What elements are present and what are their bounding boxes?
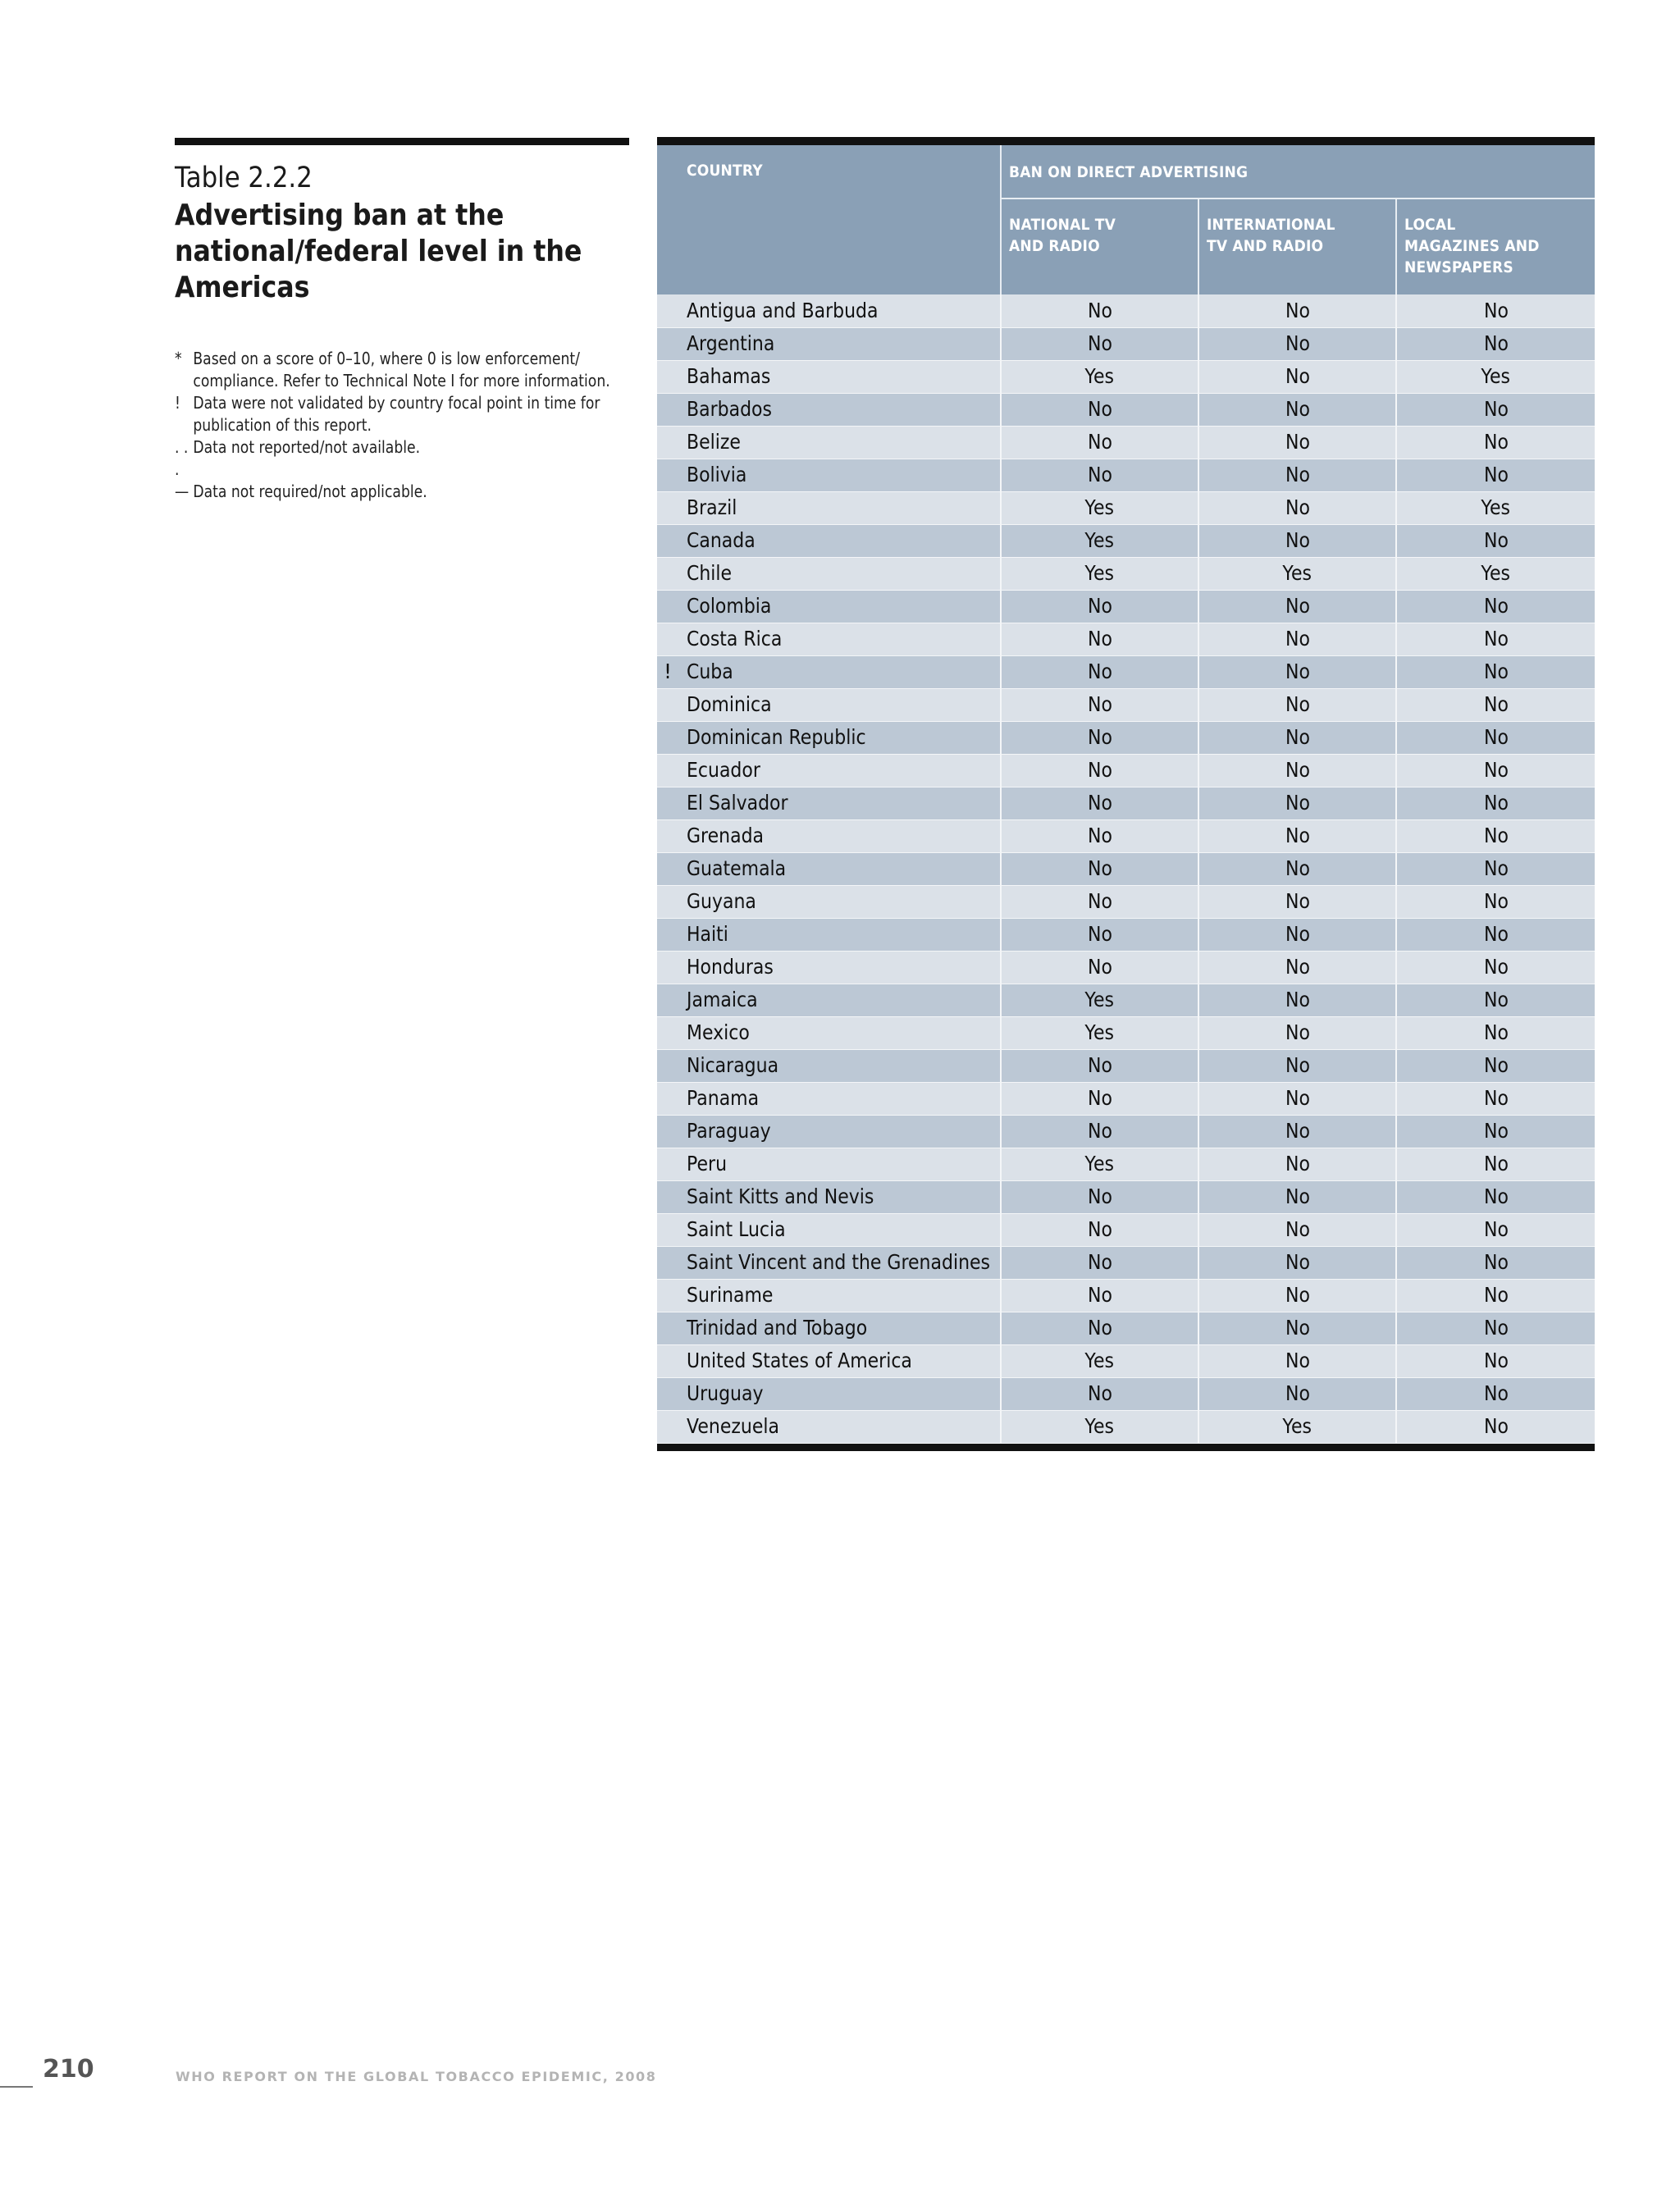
international-tv-radio-cell: No	[1198, 623, 1396, 655]
international-tv-radio-cell: No	[1198, 426, 1396, 459]
international-tv-radio-cell: No	[1198, 951, 1396, 984]
international-tv-radio-cell: No	[1198, 360, 1396, 393]
local-magazines-newspapers-cell: No	[1396, 1082, 1595, 1115]
local-magazines-newspapers-cell: Yes	[1396, 491, 1595, 524]
country-cell	[657, 721, 1001, 754]
national-tv-radio-cell: No	[1001, 1377, 1198, 1410]
national-tv-radio-cell: No	[1001, 951, 1198, 984]
note-item	[175, 392, 626, 436]
international-tv-radio-cell: No	[1198, 294, 1396, 327]
country-cell	[657, 1082, 1001, 1115]
country-name: Cuba	[687, 660, 733, 683]
national-tv-radio-cell: No	[1001, 1180, 1198, 1213]
country-name: Guatemala	[687, 856, 787, 880]
national-tv-radio-cell: No	[1001, 852, 1198, 885]
local-magazines-newspapers-cell: No	[1396, 787, 1595, 819]
country-cell	[657, 787, 1001, 819]
table-row	[657, 1016, 1595, 1049]
country-name: Saint Kitts and Nevis	[687, 1185, 874, 1208]
table-row	[657, 787, 1595, 819]
table-row	[657, 1246, 1595, 1279]
local-magazines-newspapers-cell: No	[1396, 623, 1595, 655]
national-tv-radio-cell: No	[1001, 721, 1198, 754]
country-cell	[657, 984, 1001, 1016]
international-tv-radio-cell: No	[1198, 655, 1396, 688]
country-name: Belize	[687, 430, 741, 454]
local-magazines-newspapers-cell: No	[1396, 459, 1595, 491]
country-name: Guyana	[687, 889, 756, 913]
local-magazines-newspapers-cell: No	[1396, 1344, 1595, 1377]
international-tv-radio-cell: No	[1198, 1016, 1396, 1049]
local-magazines-newspapers-cell: No	[1396, 524, 1595, 557]
country-name: Nicaragua	[687, 1053, 779, 1077]
table-title: Advertising ban at the national/federal level in the Americas	[175, 199, 582, 304]
national-tv-radio-cell: No	[1001, 459, 1198, 491]
local-magazines-newspapers-cell: No	[1396, 393, 1595, 426]
local-magazines-newspapers-cell: No	[1396, 1410, 1595, 1443]
local-magazines-newspapers-cell: Yes	[1396, 557, 1595, 590]
national-tv-radio-cell: Yes	[1001, 524, 1198, 557]
table-row	[657, 1410, 1595, 1443]
international-tv-radio-cell: No	[1198, 852, 1396, 885]
country-cell	[657, 459, 1001, 491]
table-row	[657, 852, 1595, 885]
international-tv-radio-cell: No	[1198, 754, 1396, 787]
national-tv-radio-cell: No	[1001, 885, 1198, 918]
country-cell	[657, 1180, 1001, 1213]
table-label: Table 2.2.2	[175, 162, 313, 194]
international-tv-radio-cell: No	[1198, 918, 1396, 951]
international-tv-radio-cell: No	[1198, 1377, 1396, 1410]
local-magazines-newspapers-cell: Yes	[1396, 360, 1595, 393]
national-tv-radio-cell: No	[1001, 1312, 1198, 1344]
country-name: Grenada	[687, 824, 765, 847]
national-tv-radio-cell: No	[1001, 590, 1198, 623]
country-cell	[657, 819, 1001, 852]
table-row	[657, 1148, 1595, 1180]
country-name: Peru	[687, 1152, 728, 1175]
country-name: Dominican Republic	[687, 725, 866, 749]
international-tv-radio-cell: Yes	[1198, 1410, 1396, 1443]
national-tv-radio-cell: No	[1001, 655, 1198, 688]
international-tv-radio-cell: No	[1198, 524, 1396, 557]
table-row	[657, 557, 1595, 590]
note-mark: —	[175, 482, 189, 501]
local-magazines-newspapers-cell: No	[1396, 1279, 1595, 1312]
country-cell	[657, 885, 1001, 918]
table-row	[657, 1049, 1595, 1082]
country-cell	[657, 951, 1001, 984]
header-international-tv-radio: INTERNATIONAL TV AND RADIO	[1198, 199, 1396, 294]
national-tv-radio-cell: No	[1001, 1246, 1198, 1279]
country-name: Venezuela	[687, 1414, 779, 1438]
local-magazines-newspapers-cell: No	[1396, 918, 1595, 951]
national-tv-radio-cell: No	[1001, 918, 1198, 951]
note-mark: . . .	[175, 437, 189, 479]
international-tv-radio-cell: No	[1198, 1180, 1396, 1213]
national-tv-radio-cell: No	[1001, 623, 1198, 655]
international-tv-radio-cell: No	[1198, 1148, 1396, 1180]
footer-rule	[0, 2086, 33, 2088]
country-cell	[657, 590, 1001, 623]
local-magazines-newspapers-cell: No	[1396, 1312, 1595, 1344]
local-magazines-newspapers-cell: No	[1396, 426, 1595, 459]
country-cell	[657, 524, 1001, 557]
national-tv-radio-cell: Yes	[1001, 360, 1198, 393]
country-cell	[657, 491, 1001, 524]
international-tv-radio-cell: No	[1198, 885, 1396, 918]
country-name: Colombia	[687, 594, 772, 618]
international-tv-radio-cell: Yes	[1198, 557, 1396, 590]
table-row	[657, 688, 1595, 721]
local-magazines-newspapers-cell: No	[1396, 754, 1595, 787]
national-tv-radio-cell: Yes	[1001, 1410, 1198, 1443]
country-cell	[657, 1344, 1001, 1377]
country-name: Honduras	[687, 955, 774, 979]
advertising-ban-table	[657, 137, 1595, 1451]
national-tv-radio-cell: No	[1001, 1049, 1198, 1082]
international-tv-radio-cell: No	[1198, 327, 1396, 360]
local-magazines-newspapers-cell: No	[1396, 1148, 1595, 1180]
country-cell	[657, 1016, 1001, 1049]
table-row	[657, 754, 1595, 787]
international-tv-radio-cell: No	[1198, 984, 1396, 1016]
country-name: Dominica	[687, 692, 772, 716]
note-item	[175, 436, 626, 481]
country-cell	[657, 1246, 1001, 1279]
country-name: Argentina	[687, 331, 775, 355]
table-row	[657, 459, 1595, 491]
national-tv-radio-cell: Yes	[1001, 557, 1198, 590]
country-name: Uruguay	[687, 1381, 764, 1405]
international-tv-radio-cell: No	[1198, 1312, 1396, 1344]
international-tv-radio-cell: No	[1198, 1279, 1396, 1312]
national-tv-radio-cell: No	[1001, 688, 1198, 721]
international-tv-radio-cell: No	[1198, 459, 1396, 491]
note-item	[175, 348, 626, 392]
table-row	[657, 327, 1595, 360]
country-name: Costa Rica	[687, 627, 783, 650]
country-name: Canada	[687, 528, 756, 552]
national-tv-radio-cell: No	[1001, 754, 1198, 787]
note-mark: *	[175, 349, 182, 368]
country-name: Saint Vincent and the Grenadines	[687, 1250, 991, 1274]
international-tv-radio-cell: No	[1198, 819, 1396, 852]
country-cell	[657, 754, 1001, 787]
local-magazines-newspapers-cell: No	[1396, 819, 1595, 852]
table-row	[657, 1082, 1595, 1115]
running-title: WHO REPORT ON THE GLOBAL TOBACCO EPIDEMIC, 2008	[176, 2069, 657, 2084]
national-tv-radio-cell: No	[1001, 787, 1198, 819]
country-name: Ecuador	[687, 758, 760, 782]
country-name: Bahamas	[687, 364, 771, 388]
country-cell	[657, 655, 1001, 688]
country-name: Jamaica	[687, 988, 758, 1011]
local-magazines-newspapers-cell: No	[1396, 327, 1595, 360]
national-tv-radio-cell: No	[1001, 819, 1198, 852]
national-tv-radio-cell: No	[1001, 1279, 1198, 1312]
table-row	[657, 984, 1595, 1016]
national-tv-radio-cell: No	[1001, 1082, 1198, 1115]
country-name: United States of America	[687, 1349, 912, 1372]
national-tv-radio-cell: No	[1001, 393, 1198, 426]
country-name: Antigua and Barbuda	[687, 298, 879, 322]
not-validated-flag: !	[664, 659, 673, 683]
country-cell	[657, 360, 1001, 393]
country-name: Brazil	[687, 495, 737, 519]
international-tv-radio-cell: No	[1198, 393, 1396, 426]
local-magazines-newspapers-cell: No	[1396, 721, 1595, 754]
international-tv-radio-cell: No	[1198, 590, 1396, 623]
national-tv-radio-cell: Yes	[1001, 491, 1198, 524]
local-magazines-newspapers-cell: No	[1396, 655, 1595, 688]
note-text: Data not required/not applicable.	[193, 482, 427, 501]
table-row	[657, 1279, 1595, 1312]
country-name: Chile	[687, 561, 733, 585]
country-cell	[657, 623, 1001, 655]
table-row	[657, 918, 1595, 951]
table-row	[657, 491, 1595, 524]
national-tv-radio-cell: No	[1001, 1115, 1198, 1148]
country-name: Panama	[687, 1086, 760, 1110]
note-text: Based on a score of 0–10, where 0 is low enforcement/ compliance. Refer to Technical Note I for more information.	[193, 349, 610, 390]
international-tv-radio-cell: No	[1198, 787, 1396, 819]
country-cell	[657, 426, 1001, 459]
table-row	[657, 524, 1595, 557]
table-row	[657, 1312, 1595, 1344]
note-item	[175, 481, 626, 503]
local-magazines-newspapers-cell: No	[1396, 294, 1595, 327]
national-tv-radio-cell: Yes	[1001, 1344, 1198, 1377]
international-tv-radio-cell: No	[1198, 1344, 1396, 1377]
table-row	[657, 951, 1595, 984]
country-cell	[657, 852, 1001, 885]
note-text: Data not reported/not available.	[193, 437, 421, 457]
local-magazines-newspapers-cell: No	[1396, 1016, 1595, 1049]
local-magazines-newspapers-cell: No	[1396, 590, 1595, 623]
national-tv-radio-cell: Yes	[1001, 1016, 1198, 1049]
local-magazines-newspapers-cell: No	[1396, 951, 1595, 984]
country-cell	[657, 688, 1001, 721]
title-block	[175, 138, 629, 306]
table-row	[657, 819, 1595, 852]
local-magazines-newspapers-cell: No	[1396, 885, 1595, 918]
international-tv-radio-cell: No	[1198, 1213, 1396, 1246]
country-cell	[657, 1049, 1001, 1082]
country-cell	[657, 1279, 1001, 1312]
country-name: Paraguay	[687, 1119, 771, 1143]
note-text: Data were not validated by country focal point in time for publication of this report.	[193, 393, 600, 435]
local-magazines-newspapers-cell: No	[1396, 1180, 1595, 1213]
national-tv-radio-cell: Yes	[1001, 1148, 1198, 1180]
local-magazines-newspapers-cell: No	[1396, 984, 1595, 1016]
table-header	[657, 145, 1595, 294]
national-tv-radio-cell: No	[1001, 1213, 1198, 1246]
country-cell	[657, 918, 1001, 951]
country-cell	[657, 1312, 1001, 1344]
country-name: Saint Lucia	[687, 1217, 786, 1241]
country-cell	[657, 294, 1001, 327]
table-row	[657, 623, 1595, 655]
national-tv-radio-cell: No	[1001, 426, 1198, 459]
table-row	[657, 721, 1595, 754]
header-local-magazines-newspapers: LOCAL MAGAZINES AND NEWSPAPERS	[1396, 199, 1595, 294]
table-row	[657, 426, 1595, 459]
table-row	[657, 590, 1595, 623]
page-number: 210	[43, 2055, 94, 2084]
international-tv-radio-cell: No	[1198, 491, 1396, 524]
table-row	[657, 1115, 1595, 1148]
local-magazines-newspapers-cell: No	[1396, 1115, 1595, 1148]
table-row	[657, 294, 1595, 327]
local-magazines-newspapers-cell: No	[1396, 688, 1595, 721]
table-row	[657, 1344, 1595, 1377]
country-cell	[657, 1410, 1001, 1443]
international-tv-radio-cell: No	[1198, 688, 1396, 721]
national-tv-radio-cell: No	[1001, 327, 1198, 360]
country-name: Mexico	[687, 1020, 750, 1044]
table-notes	[175, 348, 634, 503]
national-tv-radio-cell: Yes	[1001, 984, 1198, 1016]
international-tv-radio-cell: No	[1198, 1049, 1396, 1082]
table-row	[657, 655, 1595, 688]
local-magazines-newspapers-cell: No	[1396, 1049, 1595, 1082]
country-name: El Salvador	[687, 791, 788, 815]
national-tv-radio-cell: No	[1001, 294, 1198, 327]
country-cell	[657, 1115, 1001, 1148]
local-magazines-newspapers-cell: No	[1396, 852, 1595, 885]
header-country: COUNTRY	[657, 145, 1001, 294]
table-row	[657, 393, 1595, 426]
table-body	[657, 294, 1595, 1443]
country-cell	[657, 1148, 1001, 1180]
country-name: Trinidad and Tobago	[687, 1316, 868, 1340]
table-row	[657, 1377, 1595, 1410]
country-name: Barbados	[687, 397, 772, 421]
table-row	[657, 885, 1595, 918]
country-cell	[657, 1377, 1001, 1410]
table-row	[657, 1180, 1595, 1213]
international-tv-radio-cell: No	[1198, 1082, 1396, 1115]
header-national-tv-radio: NATIONAL TV AND RADIO	[1001, 199, 1198, 294]
data-table	[657, 145, 1595, 1444]
note-mark: !	[175, 393, 180, 413]
country-name: Bolivia	[687, 463, 747, 486]
table-row	[657, 360, 1595, 393]
country-cell	[657, 1213, 1001, 1246]
international-tv-radio-cell: No	[1198, 1246, 1396, 1279]
international-tv-radio-cell: No	[1198, 721, 1396, 754]
country-name: Suriname	[687, 1283, 774, 1307]
country-cell	[657, 393, 1001, 426]
local-magazines-newspapers-cell: No	[1396, 1213, 1595, 1246]
international-tv-radio-cell: No	[1198, 1115, 1396, 1148]
country-name: Haiti	[687, 922, 728, 946]
table-row	[657, 1213, 1595, 1246]
header-ban-group: BAN ON DIRECT ADVERTISING	[1001, 145, 1595, 199]
country-cell	[657, 557, 1001, 590]
country-cell	[657, 327, 1001, 360]
local-magazines-newspapers-cell: No	[1396, 1246, 1595, 1279]
local-magazines-newspapers-cell: No	[1396, 1377, 1595, 1410]
